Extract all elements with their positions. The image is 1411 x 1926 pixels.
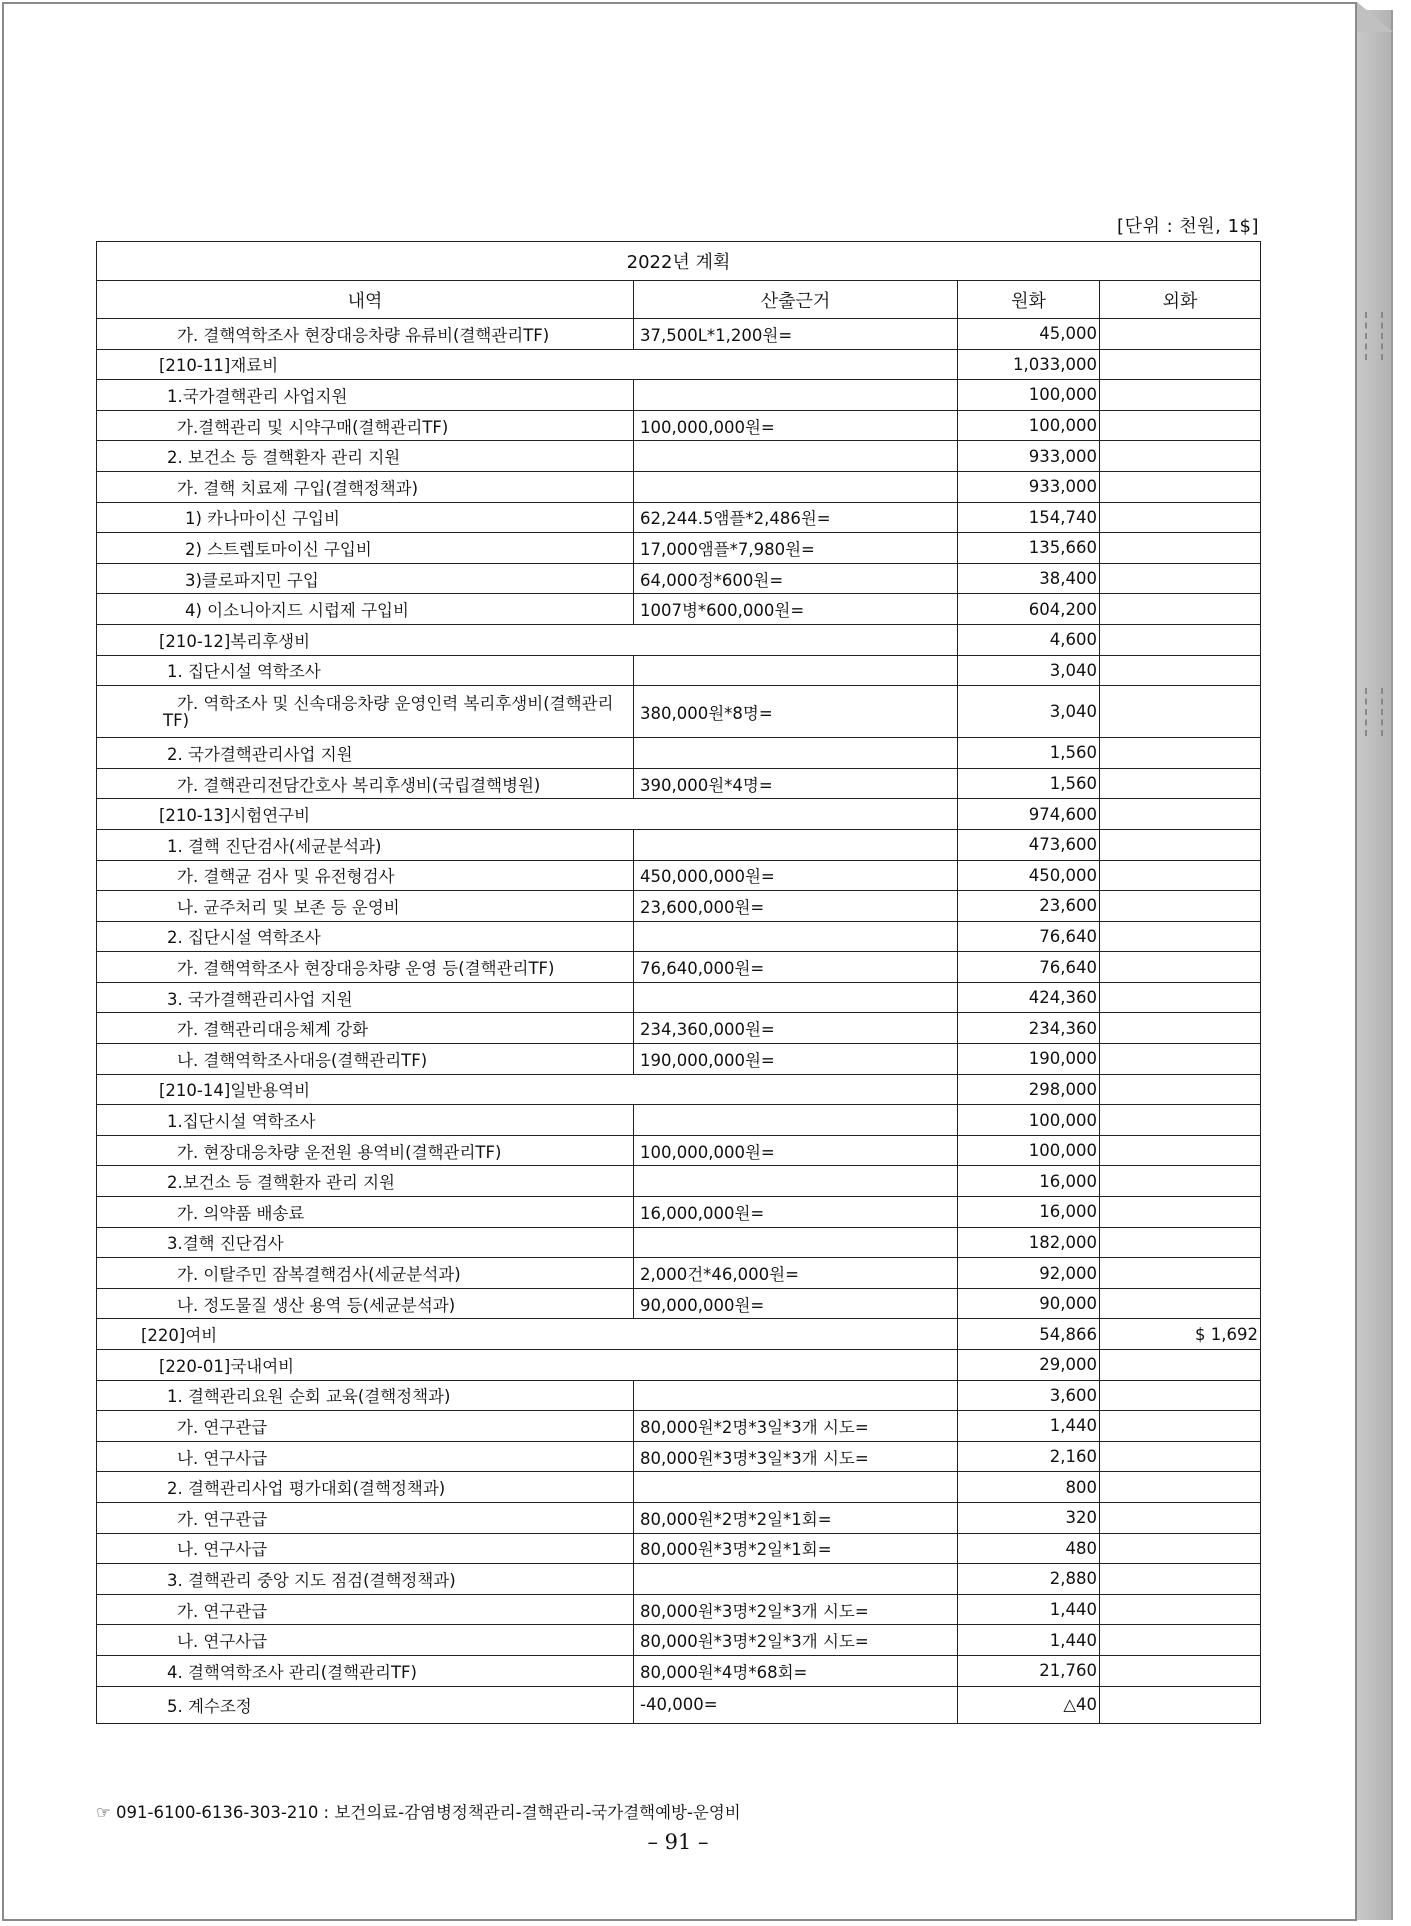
row-basis: 80,000원*4명*68회=: [634, 1655, 958, 1686]
row-category: [210-14]일반용역비: [97, 1074, 958, 1105]
row-basis: 64,000정*600원=: [634, 563, 958, 594]
row-description: 가. 연구관급: [97, 1411, 634, 1442]
row-krw: 23,600: [958, 891, 1100, 922]
row-krw: 135,660: [958, 533, 1100, 564]
row-krw: 933,000: [958, 471, 1100, 502]
row-krw: 45,000: [958, 319, 1100, 350]
table-row: [97, 1319, 1261, 1350]
row-foreign: [1100, 921, 1261, 952]
row-description: 2. 국가결핵관리사업 지원: [97, 738, 634, 769]
table-row: [97, 655, 1261, 686]
row-foreign: [1100, 860, 1261, 891]
row-description: 나. 정도물질 생산 용역 등(세균분석과): [97, 1288, 634, 1319]
header-foreign: 외화: [1100, 281, 1261, 319]
row-krw: 1,560: [958, 768, 1100, 799]
row-description: 가.결핵관리 및 시약구매(결핵관리TF): [97, 410, 634, 441]
row-foreign: [1100, 799, 1261, 830]
row-basis: 100,000,000원=: [634, 410, 958, 441]
row-basis: [634, 380, 958, 411]
header-description: 내역: [97, 281, 634, 319]
table-row: [97, 1105, 1261, 1136]
row-description: 나. 연구사급: [97, 1441, 634, 1472]
row-description: 1) 카나마이신 구입비: [97, 502, 634, 533]
row-foreign: [1100, 1625, 1261, 1656]
row-description: 2. 집단시설 역학조사: [97, 921, 634, 952]
table-row: [97, 1197, 1261, 1228]
row-krw: 76,640: [958, 921, 1100, 952]
row-krw: 480: [958, 1533, 1100, 1564]
row-krw: 92,000: [958, 1258, 1100, 1289]
row-foreign: [1100, 738, 1261, 769]
row-krw: 800: [958, 1472, 1100, 1503]
table-title: 2022년 계획: [97, 242, 1261, 281]
row-basis: 80,000원*3명*3일*3개 시도=: [634, 1441, 958, 1472]
row-krw: 604,200: [958, 594, 1100, 625]
row-foreign: [1100, 594, 1261, 625]
row-foreign: [1100, 1502, 1261, 1533]
row-basis: [634, 829, 958, 860]
row-krw: 298,000: [958, 1074, 1100, 1105]
row-foreign: [1100, 1074, 1261, 1105]
row-basis: 1007병*600,000원=: [634, 594, 958, 625]
table-row: [97, 1013, 1261, 1044]
row-foreign: [1100, 1472, 1261, 1503]
table-row: [97, 1258, 1261, 1289]
row-foreign: [1100, 1564, 1261, 1595]
row-krw: 100,000: [958, 1105, 1100, 1136]
row-description: 2. 보건소 등 결핵환자 관리 지원: [97, 441, 634, 472]
row-description: 3. 결핵관리 중앙 지도 점검(결핵정책과): [97, 1564, 634, 1595]
row-basis: [634, 1472, 958, 1503]
row-foreign: [1100, 1166, 1261, 1197]
table-row: [97, 319, 1261, 350]
row-krw: 974,600: [958, 799, 1100, 830]
row-krw: 3,600: [958, 1380, 1100, 1411]
table-row: [97, 563, 1261, 594]
page-number: – 91 –: [647, 1830, 709, 1854]
row-basis: 62,244.5앰플*2,486원=: [634, 502, 958, 533]
row-foreign: [1100, 471, 1261, 502]
row-basis: 80,000원*3명*2일*3개 시도=: [634, 1625, 958, 1656]
row-krw: 154,740: [958, 502, 1100, 533]
table-row: [97, 533, 1261, 564]
table-row: [97, 502, 1261, 533]
row-description: 가. 의약품 배송료: [97, 1197, 634, 1228]
header-basis: 산출근거: [634, 281, 958, 319]
row-basis: 90,000,000원=: [634, 1288, 958, 1319]
row-foreign: [1100, 1227, 1261, 1258]
table-row: [97, 738, 1261, 769]
table-row: [97, 1502, 1261, 1533]
table-row: [97, 686, 1261, 738]
budget-table: [96, 241, 1261, 1724]
row-foreign: [1100, 891, 1261, 922]
row-description: 가. 결핵역학조사 현장대응차량 운영 등(결핵관리TF): [97, 952, 634, 983]
row-krw: △40: [958, 1686, 1100, 1723]
row-foreign: [1100, 1258, 1261, 1289]
row-foreign: [1100, 829, 1261, 860]
row-basis: 37,500L*1,200원=: [634, 319, 958, 350]
row-basis: 80,000원*3명*2일*1회=: [634, 1533, 958, 1564]
row-foreign: $ 1,692: [1100, 1319, 1261, 1350]
row-foreign: [1100, 1380, 1261, 1411]
row-basis: 80,000원*2명*2일*1회=: [634, 1502, 958, 1533]
row-krw: 1,440: [958, 1594, 1100, 1625]
row-description: 4. 결핵역학조사 관리(결핵관리TF): [97, 1655, 634, 1686]
row-category: [220-01]국내여비: [97, 1350, 958, 1381]
row-foreign: [1100, 1441, 1261, 1472]
row-foreign: [1100, 1350, 1261, 1381]
row-category: [210-11]재료비: [97, 349, 958, 380]
row-foreign: [1100, 1044, 1261, 1075]
table-row: [97, 952, 1261, 983]
row-foreign: [1100, 982, 1261, 1013]
row-krw: 1,440: [958, 1411, 1100, 1442]
row-basis: 17,000앰플*7,980원=: [634, 533, 958, 564]
row-description: 1. 결핵 진단검사(세균분석과): [97, 829, 634, 860]
table-row: [97, 891, 1261, 922]
row-description: 가. 결핵역학조사 현장대응차량 유류비(결핵관리TF): [97, 319, 634, 350]
row-description: 가. 연구관급: [97, 1594, 634, 1625]
row-description: 3.결핵 진단검사: [97, 1227, 634, 1258]
row-foreign: [1100, 441, 1261, 472]
table-row: [97, 829, 1261, 860]
row-krw: 29,000: [958, 1350, 1100, 1381]
row-krw: 320: [958, 1502, 1100, 1533]
row-description: 2. 결핵관리사업 평가대회(결핵정책과): [97, 1472, 634, 1503]
table-row: [97, 380, 1261, 411]
unit-label: [단위 : 천원, 1$]: [1117, 216, 1259, 237]
row-krw: 16,000: [958, 1166, 1100, 1197]
row-krw: 3,040: [958, 655, 1100, 686]
row-basis: 23,600,000원=: [634, 891, 958, 922]
row-krw: 16,000: [958, 1197, 1100, 1228]
row-basis: 76,640,000원=: [634, 952, 958, 983]
row-description: 가. 역학조사 및 신속대응차량 운영인력 복리후생비(결핵관리TF): [97, 686, 634, 738]
row-basis: 100,000,000원=: [634, 1135, 958, 1166]
row-basis: [634, 738, 958, 769]
row-krw: 3,040: [958, 686, 1100, 738]
row-foreign: [1100, 349, 1261, 380]
row-description: 가. 이탈주민 잠복결핵검사(세균분석과): [97, 1258, 634, 1289]
table-body: [97, 319, 1261, 1724]
table-row: [97, 1625, 1261, 1656]
row-description: 1. 집단시설 역학조사: [97, 655, 634, 686]
row-krw: 90,000: [958, 1288, 1100, 1319]
row-krw: 933,000: [958, 441, 1100, 472]
table-row: [97, 1288, 1261, 1319]
row-description: 3)클로파지민 구입: [97, 563, 634, 594]
row-foreign: [1100, 1655, 1261, 1686]
row-foreign: [1100, 655, 1261, 686]
row-category: [220]여비: [97, 1319, 958, 1350]
table-row: [97, 1441, 1261, 1472]
row-foreign: [1100, 1288, 1261, 1319]
table-row: [97, 1227, 1261, 1258]
row-basis: [634, 441, 958, 472]
table-row: [97, 349, 1261, 380]
table-row: [97, 441, 1261, 472]
row-foreign: [1100, 624, 1261, 655]
row-basis: 190,000,000원=: [634, 1044, 958, 1075]
row-foreign: [1100, 686, 1261, 738]
row-krw: 234,360: [958, 1013, 1100, 1044]
row-krw: 54,866: [958, 1319, 1100, 1350]
row-foreign: [1100, 952, 1261, 983]
row-foreign: [1100, 1013, 1261, 1044]
row-krw: 182,000: [958, 1227, 1100, 1258]
row-description: 1. 결핵관리요원 순회 교육(결핵정책과): [97, 1380, 634, 1411]
table-row: [97, 1533, 1261, 1564]
row-foreign: [1100, 768, 1261, 799]
row-basis: -40,000=: [634, 1686, 958, 1723]
table-row: [97, 410, 1261, 441]
row-basis: 234,360,000원=: [634, 1013, 958, 1044]
row-foreign: [1100, 1411, 1261, 1442]
row-foreign: [1100, 410, 1261, 441]
row-description: 나. 연구사급: [97, 1533, 634, 1564]
row-krw: 1,440: [958, 1625, 1100, 1656]
row-basis: [634, 982, 958, 1013]
budget-code-footnote: ☞ 091-6100-6136-303-210 : 보건의료-감염병정책관리-결핵관리-국가결핵예방-운영비: [96, 1803, 741, 1822]
row-description: 5. 계수조정: [97, 1686, 634, 1723]
row-foreign: [1100, 1105, 1261, 1136]
row-description: 2.보건소 등 결핵환자 관리 지원: [97, 1166, 634, 1197]
row-basis: 80,000원*2명*3일*3개 시도=: [634, 1411, 958, 1442]
table-row: [97, 1166, 1261, 1197]
row-description: 2) 스트렙토마이신 구입비: [97, 533, 634, 564]
row-description: 4) 이소니아지드 시럽제 구입비: [97, 594, 634, 625]
row-foreign: [1100, 1197, 1261, 1228]
row-description: 나. 균주처리 및 보존 등 운영비: [97, 891, 634, 922]
row-description: 가. 결핵관리전담간호사 복리후생비(국립결핵병원): [97, 768, 634, 799]
row-foreign: [1100, 319, 1261, 350]
table-row: [97, 1135, 1261, 1166]
table-row: [97, 1564, 1261, 1595]
table-row: [97, 860, 1261, 891]
row-krw: 1,560: [958, 738, 1100, 769]
row-krw: 473,600: [958, 829, 1100, 860]
row-krw: 190,000: [958, 1044, 1100, 1075]
table-row: [97, 982, 1261, 1013]
row-krw: 100,000: [958, 410, 1100, 441]
row-foreign: [1100, 563, 1261, 594]
row-basis: [634, 1564, 958, 1595]
row-foreign: [1100, 1594, 1261, 1625]
row-description: 1.집단시설 역학조사: [97, 1105, 634, 1136]
row-foreign: [1100, 1686, 1261, 1723]
row-description: 가. 결핵관리대응체계 강화: [97, 1013, 634, 1044]
page-edge-corner: [1357, 2, 1393, 32]
row-category: [210-13]시험연구비: [97, 799, 958, 830]
row-basis: 2,000건*46,000원=: [634, 1258, 958, 1289]
row-basis: 16,000,000원=: [634, 1197, 958, 1228]
row-krw: 100,000: [958, 1135, 1100, 1166]
row-foreign: [1100, 533, 1261, 564]
table-row: [97, 1350, 1261, 1381]
row-krw: 76,640: [958, 952, 1100, 983]
table-row: [97, 594, 1261, 625]
table-row: [97, 1380, 1261, 1411]
row-krw: 21,760: [958, 1655, 1100, 1686]
row-foreign: [1100, 1135, 1261, 1166]
binding-mark: [1365, 312, 1383, 360]
table-row: [97, 768, 1261, 799]
row-description: 가. 연구관급: [97, 1502, 634, 1533]
row-krw: 450,000: [958, 860, 1100, 891]
row-basis: [634, 921, 958, 952]
table-row: [97, 1686, 1261, 1723]
row-krw: 1,033,000: [958, 349, 1100, 380]
row-basis: 380,000원*8명=: [634, 686, 958, 738]
row-basis: 390,000원*4명=: [634, 768, 958, 799]
row-foreign: [1100, 502, 1261, 533]
row-basis: 450,000,000원=: [634, 860, 958, 891]
row-basis: [634, 655, 958, 686]
row-description: 나. 연구사급: [97, 1625, 634, 1656]
row-krw: 2,880: [958, 1564, 1100, 1595]
row-basis: 80,000원*3명*2일*3개 시도=: [634, 1594, 958, 1625]
table-row: [97, 1472, 1261, 1503]
table-row: [97, 1074, 1261, 1105]
row-krw: 100,000: [958, 380, 1100, 411]
table-row: [97, 471, 1261, 502]
table-row: [97, 1044, 1261, 1075]
row-basis: [634, 471, 958, 502]
row-basis: [634, 1166, 958, 1197]
binding-mark: [1365, 688, 1383, 736]
row-krw: 4,600: [958, 624, 1100, 655]
row-description: 가. 현장대응차량 운전원 용역비(결핵관리TF): [97, 1135, 634, 1166]
row-description: 나. 결핵역학조사대응(결핵관리TF): [97, 1044, 634, 1075]
row-krw: 38,400: [958, 563, 1100, 594]
header-krw: 원화: [958, 281, 1100, 319]
table-row: [97, 1655, 1261, 1686]
row-foreign: [1100, 1533, 1261, 1564]
row-category: [210-12]복리후생비: [97, 624, 958, 655]
page-edge-shadow: [1357, 10, 1393, 1920]
row-foreign: [1100, 380, 1261, 411]
table-row: [97, 799, 1261, 830]
row-basis: [634, 1227, 958, 1258]
row-description: 가. 결핵균 검사 및 유전형검사: [97, 860, 634, 891]
row-description: 1.국가결핵관리 사업지원: [97, 380, 634, 411]
table-row: [97, 624, 1261, 655]
table-row: [97, 1594, 1261, 1625]
row-description: 3. 국가결핵관리사업 지원: [97, 982, 634, 1013]
table-row: [97, 1411, 1261, 1442]
row-krw: 424,360: [958, 982, 1100, 1013]
row-description: 가. 결핵 치료제 구입(결핵정책과): [97, 471, 634, 502]
row-basis: [634, 1380, 958, 1411]
row-krw: 2,160: [958, 1441, 1100, 1472]
row-basis: [634, 1105, 958, 1136]
table-row: [97, 921, 1261, 952]
